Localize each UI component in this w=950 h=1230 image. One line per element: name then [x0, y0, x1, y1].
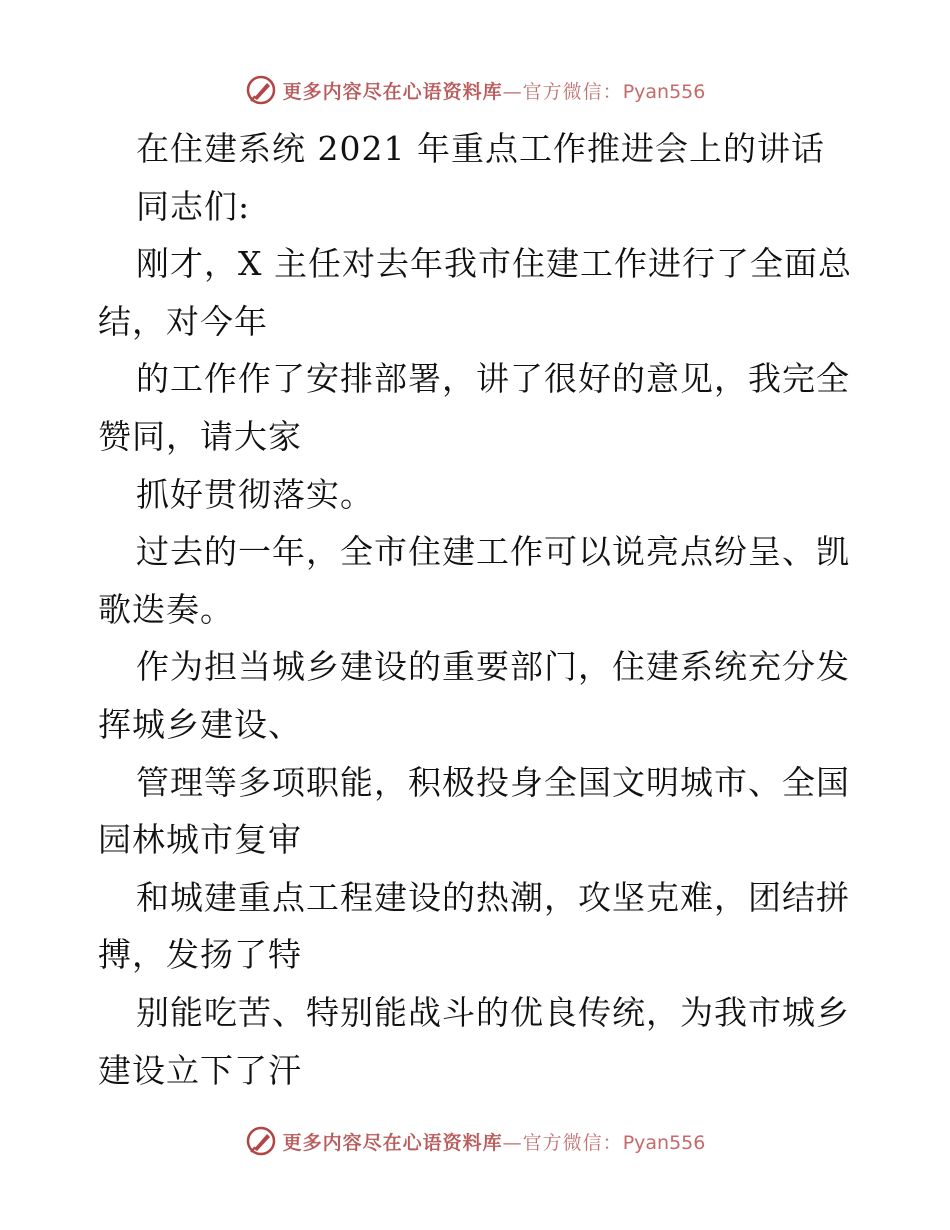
text-line: 搏，发扬了特: [98, 935, 302, 975]
footer-banner: [0, 1121, 950, 1161]
text-line: 建设立下了汗: [98, 1050, 302, 1090]
banner-wechat-id: Pyan556: [622, 1131, 706, 1154]
text-line: 刚才，X 主任对去年我市住建工作进行了全面总: [136, 244, 852, 284]
text-line: 结，对今年: [98, 301, 268, 341]
text-line: 过去的一年，全市住建工作可以说亮点纷呈、凯: [136, 532, 850, 572]
salutation: 同志们:: [136, 186, 251, 226]
text-line: 别能吃苦、特别能战斗的优良传统，为我市城乡: [136, 992, 850, 1032]
banner-text: [283, 77, 706, 104]
banner-wechat-label: 官方微信：: [522, 80, 623, 103]
banner-dash: —: [502, 1131, 523, 1154]
text-line: 管理等多项职能，积极投身全国文明城市、全国: [136, 762, 850, 802]
banner-dash: —: [502, 80, 523, 103]
text-line: 的工作作了安排部署，讲了很好的意见，我完全: [136, 359, 850, 399]
banner-wechat-label: 官方微信：: [522, 1131, 623, 1154]
document-title: 在住建系统 2021 年重点工作推进会上的讲话: [136, 129, 825, 168]
banner-text: [283, 1128, 706, 1155]
banner-brand: 更多内容尽在心语资料库: [282, 80, 503, 103]
text-line: 歌迭奏。: [98, 589, 234, 629]
banner-brand: 更多内容尽在心语资料库: [282, 1131, 503, 1154]
document-body: [98, 120, 858, 1099]
text-line: 作为担当城乡建设的重要部门，住建系统充分发: [136, 647, 850, 687]
text-line: 和城建重点工程建设的热潮，攻坚克难，团结拼: [136, 877, 850, 917]
text-line: 园林城市复审: [98, 820, 302, 860]
text-line: 赞同，请大家: [98, 416, 302, 456]
quill-logo-icon: [245, 1125, 277, 1157]
banner-wechat-id: Pyan556: [622, 80, 706, 103]
quill-logo-icon: [245, 74, 277, 106]
text-line: 挥城乡建设、: [98, 704, 302, 744]
text-line: 抓好贯彻落实。: [136, 474, 374, 514]
header-banner: [0, 70, 950, 110]
